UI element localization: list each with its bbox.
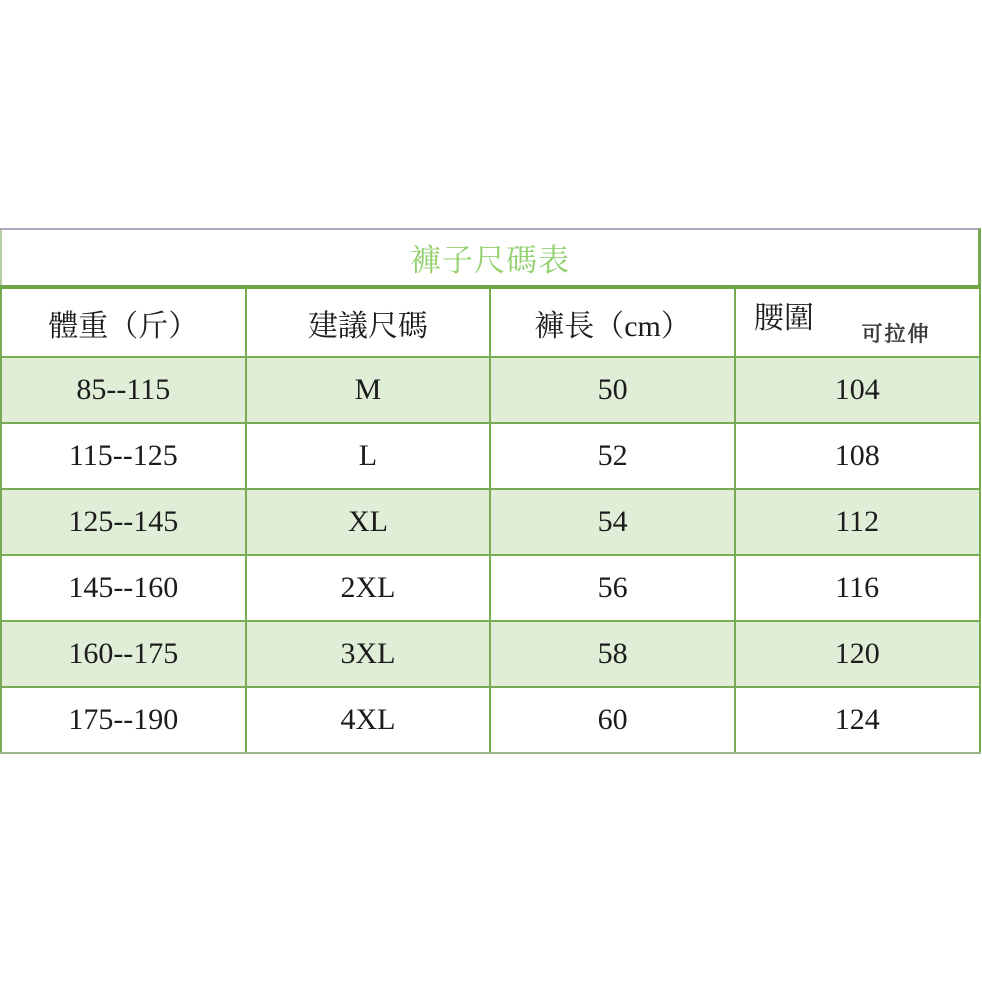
table-header-row <box>1 287 980 357</box>
header-weight: 體重（斤） <box>1 287 246 357</box>
cell-weight: 145--160 <box>1 555 246 621</box>
cell-size: 3XL <box>246 621 491 687</box>
cell-size: M <box>246 357 491 423</box>
cell-waist: 116 <box>735 555 980 621</box>
header-waist <box>735 287 980 357</box>
cell-size: L <box>246 423 491 489</box>
table-row <box>1 687 980 753</box>
table-row <box>1 621 980 687</box>
cell-waist: 108 <box>735 423 980 489</box>
table-row <box>1 357 980 423</box>
size-chart-table <box>0 228 981 754</box>
cell-length: 56 <box>490 555 735 621</box>
table-row <box>1 423 980 489</box>
table-title-row <box>1 229 980 287</box>
table-row <box>1 489 980 555</box>
table-row <box>1 555 980 621</box>
cell-weight: 115--125 <box>1 423 246 489</box>
cell-length: 60 <box>490 687 735 753</box>
cell-waist: 112 <box>735 489 980 555</box>
cell-length: 54 <box>490 489 735 555</box>
cell-length: 50 <box>490 357 735 423</box>
waist-stretch-note: 可拉伸 <box>861 322 931 346</box>
header-waist-label: 腰圍 <box>753 302 814 335</box>
cell-size: 2XL <box>246 555 491 621</box>
cell-size: 4XL <box>246 687 491 753</box>
cell-weight: 85--115 <box>1 357 246 423</box>
cell-waist: 124 <box>735 687 980 753</box>
cell-weight: 125--145 <box>1 489 246 555</box>
header-length: 褲長（cm） <box>490 287 735 357</box>
cell-waist: 104 <box>735 357 980 423</box>
cell-size: XL <box>246 489 491 555</box>
cell-weight: 160--175 <box>1 621 246 687</box>
table-title: 褲子尺碼表 <box>1 229 980 287</box>
cell-length: 58 <box>490 621 735 687</box>
cell-length: 52 <box>490 423 735 489</box>
cell-waist: 120 <box>735 621 980 687</box>
cell-weight: 175--190 <box>1 687 246 753</box>
header-size: 建議尺碼 <box>246 287 491 357</box>
